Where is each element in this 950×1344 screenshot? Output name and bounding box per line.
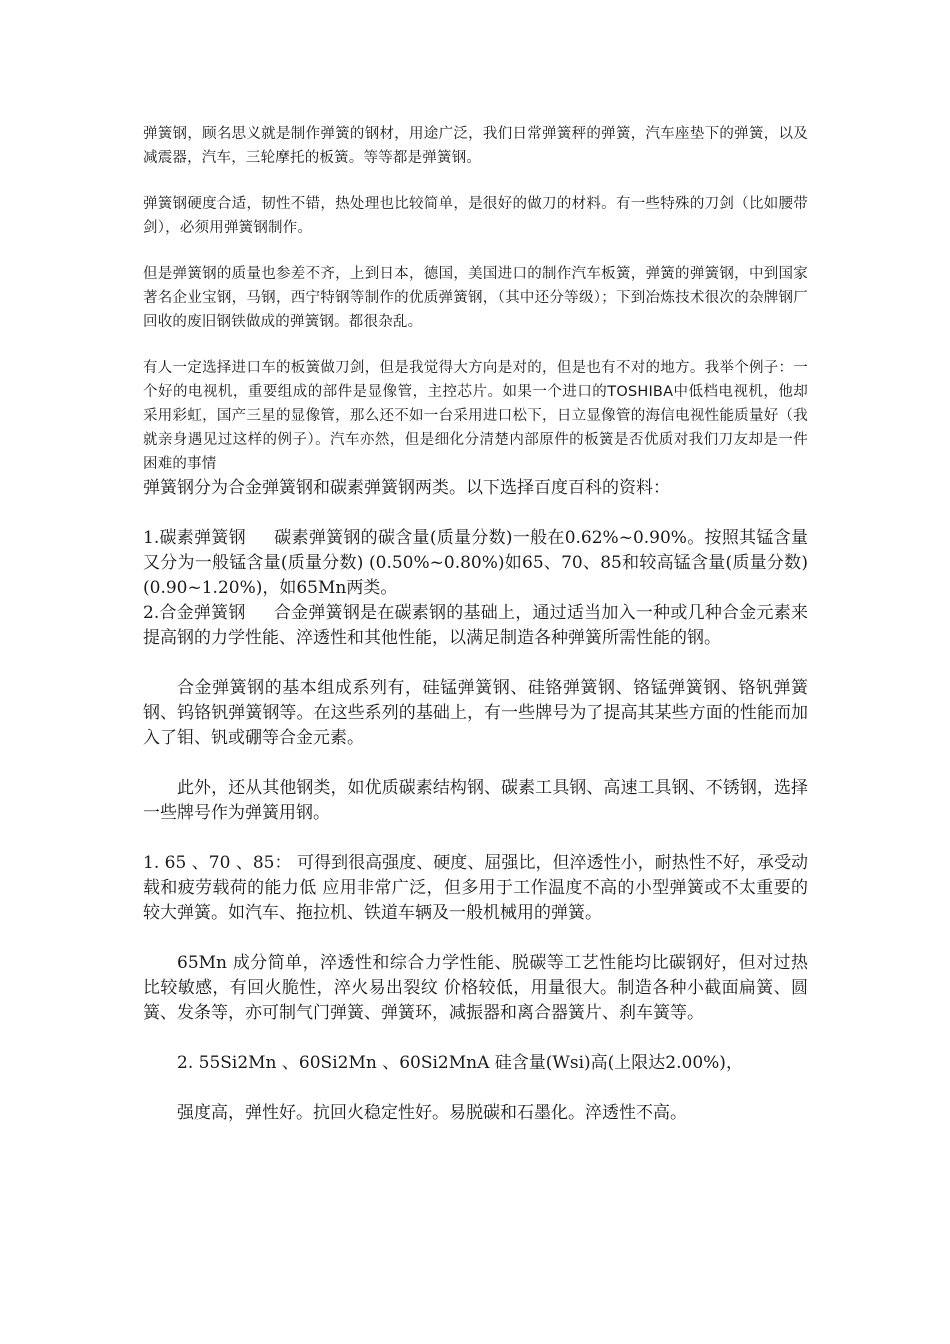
paragraph-alloy-series: 合金弹簧钢的基本组成系列有，硅锰弹簧钢、硅铬弹簧钢、铬锰弹簧钢、铬钒弹簧钢、钨铬钒弹簧钢等。在这些系列的基础上，有一些牌号为了提高其某些方面的性能而加入了钼、钒或硼等合金元素。 <box>143 678 808 748</box>
document-page <box>143 122 808 1126</box>
carbon-title: 1.碳素弹簧钢 <box>143 528 246 548</box>
carbon-text: 碳素弹簧钢的碳含量(质量分数)一般在0.62%~0.90%。按照其锰含量又分为一般锰含量(质量分数) (0.50%~0.80%)如65、70、85和较高锰含量(质量分数) (0.90~1.20%)，如65Mn两类。 <box>143 528 808 598</box>
paragraph-grade-si2mn: 2. 55Si2Mn 、60Si2Mn 、60Si2MnA 硅含量(Wsi)高(上限达2.00%)， <box>177 1053 743 1073</box>
paragraph-example: 有人一定选择进口车的板簧做刀剑，但是我觉得大方向是对的，但是也有不对的地方。我举个例子：一个好的电视机，重要组成的部件是显像管，主控芯片。如果一个进口的TOSHIBA中低档电视机，他却采用彩虹，国产三星的显像管，那么还不如一台采用进口松下，日立显像管的海信电视性能质量好（我就亲身遇见过这样的例子）。汽车亦然，但是细化分清楚内部原件的板簧是否优质对我们刀友却是一件困难的事情 <box>143 360 808 472</box>
paragraph-definition: 弹簧钢，顾名思义就是制作弹簧的钢材，用途广泛，我们日常弹簧秤的弹簧，汽车座垫下的弹簧，以及减震器，汽车，三轮摩托的板簧。等等都是弹簧钢。 <box>143 126 808 166</box>
paragraph-hardness: 弹簧钢硬度合适，韧性不错，热处理也比较简单，是很好的做刀的材料。有一些特殊的刀剑（比如腰带剑），必须用弹簧钢制作。 <box>143 196 808 236</box>
paragraph-classification: 弹簧钢分为合金弹簧钢和碳素弹簧钢两类。以下选择百度百科的资料： <box>143 478 670 498</box>
paragraph-grade-65-70-85: 1. 65 、70 、85： 可得到很高强度、硬度、屈强比，但淬透性小，耐热性不好，承受动载和疲劳载荷的能力低 应用非常广泛，但多用于工作温度不高的小型弹簧或不太重要的较大弹簧。如汽车、拖拉机、铁道车辆及一般机械用的弹簧。 <box>143 853 808 923</box>
alloy-text: 合金弹簧钢是在碳素钢的基础上，通过适当加入一种或几种合金元素来提高钢的力学性能、淬透性和其他性能，以满足制造各种弹簧所需性能的钢。 <box>143 603 808 648</box>
paragraph-si2mn-properties: 强度高，弹性好。抗回火稳定性好。易脱碳和石墨化。淬透性不高。 <box>177 1103 687 1123</box>
alloy-title: 2.合金弹簧钢 <box>143 603 246 623</box>
paragraph-other-steels: 此外，还从其他钢类，如优质碳素结构钢、碳素工具钢、高速工具钢、不锈钢，选择一些牌号作为弹簧用钢。 <box>143 778 808 823</box>
paragraph-alloy-spring-steel <box>143 601 808 651</box>
paragraph-grade-65mn: 65Mn 成分简单，淬透性和综合力学性能、脱碳等工艺性能均比碳钢好，但对过热比较敏感，有回火脆性，淬火易出裂纹 价格较低，用量很大。制造各种小截面扁簧、圆簧、发条等，亦可制气门弹簧、弹簧环，减振器和离合器簧片、刹车簧等。 <box>143 953 808 1023</box>
paragraph-quality: 但是弹簧钢的质量也参差不齐，上到日本，德国，美国进口的制作汽车板簧，弹簧的弹簧钢，中到国家著名企业宝钢，马钢，西宁特钢等制作的优质弹簧钢，（其中还分等级）；下到冶炼技术很次的杂牌钢厂回收的废旧钢铁做成的弹簧钢。都很杂乱。 <box>143 266 808 330</box>
paragraph-carbon-spring-steel <box>143 526 808 601</box>
